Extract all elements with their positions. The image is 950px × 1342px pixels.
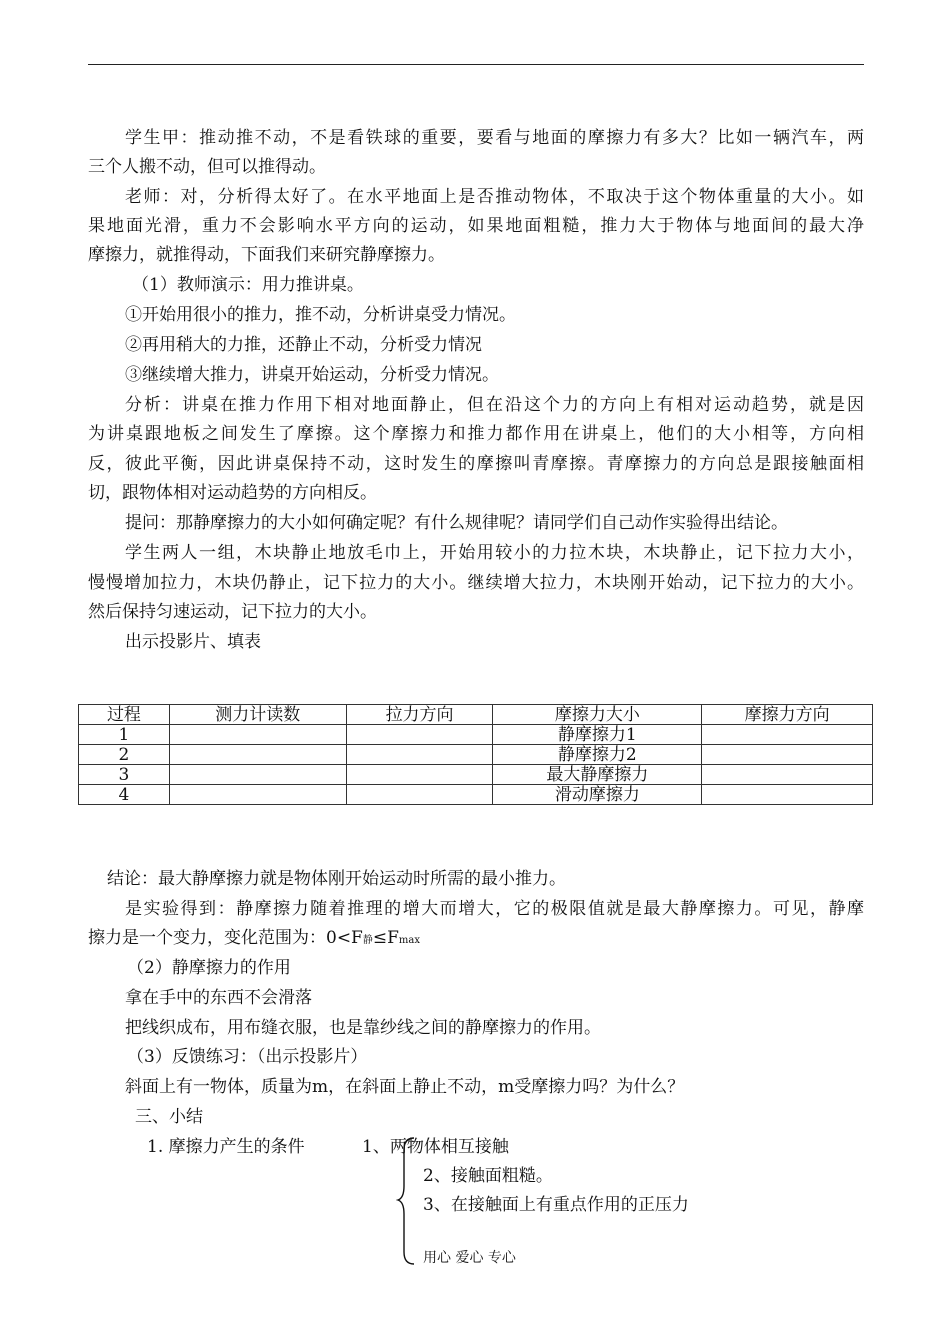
- analysis-line1: 分析：讲桌在推力作用下相对地面静止，但在沿这个力的方向上有相对运动趋势，就是因: [125, 395, 864, 415]
- section-2-heading: （2）静摩擦力的作用: [127, 958, 291, 978]
- paragraph-student-line2: 三个人搬不动，但可以推得动。: [88, 157, 326, 177]
- experiment-result-line1: 是实验得到：静摩擦力随着推理的增大而增大，它的极限值就是最大静摩擦力。可见，静摩: [125, 899, 864, 919]
- exercise-problem: 斜面上有一物体，质量为m，在斜面上静止不动，m受摩擦力吗？为什么？: [125, 1077, 685, 1097]
- demo-heading: （1）教师演示：用力推讲桌。: [132, 275, 364, 295]
- table-cell: [702, 745, 873, 765]
- example-1: 拿在手中的东西不会滑落: [125, 988, 312, 1008]
- question-line: 提问：那静摩擦力的大小如何确定呢？有什么规律呢？请同学们自己动作实验得出结论。: [125, 513, 788, 533]
- student-exp-line2: 慢慢增加拉力，木块仍静止，记下拉力的大小。继续增大拉力，木块刚开始动，记下拉力的大小。: [88, 573, 864, 593]
- subscript-static: 静: [362, 935, 373, 946]
- show-slide-line: 出示投影片、填表: [125, 632, 261, 652]
- table-header: 测力计读数: [169, 705, 346, 725]
- table-cell: 静摩擦力2: [493, 745, 702, 765]
- table-cell: [702, 785, 873, 805]
- table-cell: [346, 765, 493, 785]
- range-text-le: ≤F: [372, 928, 399, 948]
- section-3-heading: （3）反馈练习：（出示投影片）: [127, 1047, 368, 1067]
- table-row: [79, 765, 873, 785]
- friction-table: [78, 704, 873, 805]
- subscript-max: max: [398, 935, 420, 946]
- table-cell: [169, 785, 346, 805]
- table-row: [79, 745, 873, 765]
- table-header: 拉力方向: [346, 705, 493, 725]
- table-cell: [702, 765, 873, 785]
- analysis-line4: 切，跟物体相对运动趋势的方向相反。: [88, 483, 377, 503]
- table-cell: 4: [79, 785, 170, 805]
- curly-brace-icon: [396, 1136, 418, 1266]
- student-exp-line1: 学生两人一组，木块静止地放毛巾上，开始用较小的力拉木块，木块静止，记下拉力大小，: [125, 543, 864, 563]
- table-cell: 2: [79, 745, 170, 765]
- paragraph-teacher-line1: 老师：对，分析得太好了。在水平地面上是否推动物体，不取决于这个物体重量的大小。如: [125, 187, 864, 207]
- analysis-line2: 为讲桌跟地板之间发生了摩擦。这个摩擦力和推力都作用在讲桌上，他们的大小相等，方向相: [88, 424, 864, 444]
- table-cell: [346, 785, 493, 805]
- table-cell: [169, 745, 346, 765]
- student-exp-line3: 然后保持匀速运动，记下拉力的大小。: [88, 602, 377, 622]
- condition-3: 3、在接触面上有重点作用的正压力: [423, 1195, 689, 1215]
- table-cell: 静摩擦力1: [493, 725, 702, 745]
- range-text: 擦力是一个变力，变化范围为：0<F: [88, 928, 363, 948]
- paragraph-teacher-line3: 摩擦力，就推得动，下面我们来研究静摩擦力。: [88, 245, 445, 265]
- table-cell: 最大静摩擦力: [493, 765, 702, 785]
- table-cell: [169, 765, 346, 785]
- paragraph-student-line1: 学生甲：推动推不动，不是看铁球的重要，要看与地面的摩擦力有多大？比如一辆汽车，两: [125, 128, 864, 148]
- conclusion-line: 结论：最大静摩擦力就是物体刚开始运动时所需的最小推力。: [107, 869, 566, 889]
- table-cell: [346, 745, 493, 765]
- demo-step-1: ①开始用很小的推力，推不动，分析讲桌受力情况。: [125, 305, 516, 325]
- demo-step-3: ③继续增大推力，讲桌开始运动，分析受力情况。: [125, 365, 499, 385]
- table-cell: [702, 725, 873, 745]
- table-cell: 3: [79, 765, 170, 785]
- experiment-result-line2: [88, 928, 420, 951]
- condition-2: 2、接触面粗糙。: [423, 1166, 553, 1186]
- analysis-line3: 反，彼此平衡，因此讲桌保持不动，这时发生的摩擦叫青摩擦。青摩擦力的方向总是跟接触面相: [88, 454, 864, 474]
- table-row: [79, 725, 873, 745]
- table-header-row: [79, 705, 873, 725]
- table-row: [79, 785, 873, 805]
- table-header: 摩擦力大小: [493, 705, 702, 725]
- table-cell: [346, 725, 493, 745]
- example-2: 把线织成布，用布缝衣服，也是靠纱线之间的静摩擦力的作用。: [125, 1018, 601, 1038]
- header-rule: [88, 64, 864, 65]
- paragraph-teacher-line2: 果地面光滑，重力不会影响水平方向的运动，如果地面粗糙，推力大于物体与地面间的最大净: [88, 216, 864, 236]
- summary-heading: 三、小结: [135, 1107, 203, 1127]
- table-cell: 滑动摩擦力: [493, 785, 702, 805]
- demo-step-2: ②再用稍大的力推，还静止不动，分析受力情况: [125, 335, 482, 355]
- footer-slogan: 用心 爱心 专心: [423, 1250, 516, 1266]
- condition-title: 1. 摩擦力产生的条件: [147, 1137, 305, 1157]
- table-header: 过程: [79, 705, 170, 725]
- table-cell: 1: [79, 725, 170, 745]
- table-header: 摩擦力方向: [702, 705, 873, 725]
- table-cell: [169, 725, 346, 745]
- condition-1: 1、两物体相互接触: [362, 1137, 509, 1157]
